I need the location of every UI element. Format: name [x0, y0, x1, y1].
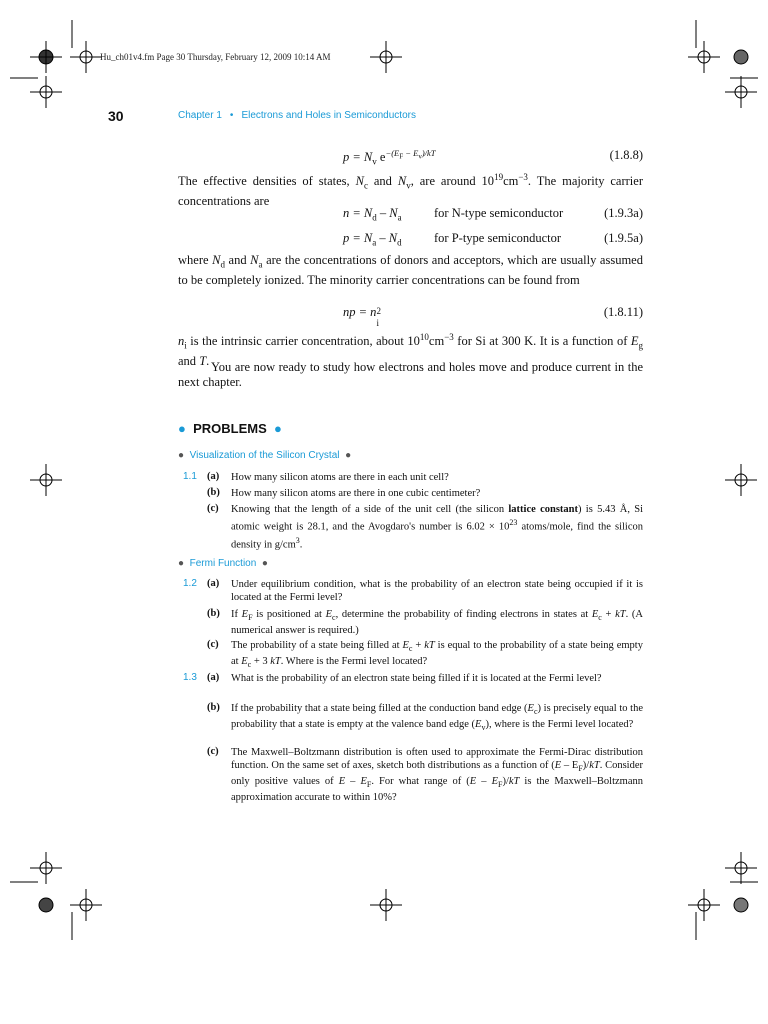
bullet: • [229, 110, 234, 121]
problems-heading: ● PROBLEMS ● [178, 421, 282, 436]
problem-1-2-a: Under equilibrium condition, what is the probability of an electron state being occupied if it is located at the Fermi level? [231, 579, 643, 603]
problem-1-1-b: How many silicon atoms are there in one cubic centimeter? [231, 488, 481, 499]
part-label: (c) [207, 639, 219, 650]
section-heading-silicon-crystal: ● Visualization of the Silicon Crystal ● [178, 450, 352, 461]
paragraph-next-chapter: You are now ready to study how electrons and holes move and produce current in the next chapter. [178, 360, 643, 389]
chapter-title: Electrons and Holes in Semiconductors [241, 110, 416, 121]
part-label: (a) [207, 578, 220, 589]
file-slug: Hu_ch01v4.fm Page 30 Thursday, February 12, 2009 10:14 AM [100, 52, 331, 62]
problem-1-1-a: How many silicon atoms are there in each unit cell? [231, 472, 449, 483]
problem-1-2-b: If $E_F$ is positioned at $E_c$, determine the probability of finding electrons in states at $E_c$ + kT. (A numerical answer is required.) [231, 609, 644, 637]
part-label: (a) [207, 471, 220, 482]
part-label: (c) [207, 503, 219, 514]
paragraph-intrinsic: $n_i$ is the intrinsic carrier concentration, about $10^{10}cm^{-3}$ for Si at 300 K. It is a function of $E_g$ and T. [178, 332, 644, 368]
equation-1-9-5a: $p = N_a - N_d$ for P-type semiconductor (1.9.5a) [343, 231, 643, 248]
problem-1-2-c: The probability of a state being filled at $E_c$ + kT is equal to the probability of a state being empty at $E_c + 3$ kT. Where is the Fermi level located? [231, 640, 643, 670]
problem-number-1-2: 1.2 [183, 578, 197, 589]
page-number: 30 [108, 108, 124, 124]
problem-number-1-3: 1.3 [183, 672, 197, 683]
section-heading-fermi-function: ● Fermi Function ● [178, 558, 268, 569]
problem-number-1-1: 1.1 [183, 471, 197, 482]
chapter-label: Chapter 1 [178, 110, 222, 121]
equation-1-9-3a: $n = N_d - N_a$ for N-type semiconductor (1.9.3a) [343, 206, 643, 223]
problem-1-3-a: What is the probability of an electron state being filled if it is located at the Fermi level? [231, 673, 602, 684]
part-label: (b) [207, 487, 220, 498]
paragraph-densities: The effective densities of states, $N_c$ and $N_v$, are around $10^{19}cm^{-3}$. The majority carrier concentrations are [178, 172, 643, 208]
equation-number: (1.8.8) [609, 148, 643, 162]
problem-1-1-c: Knowing that the length of a side of the unit cell (the silicon lattice constant) is 5.43 Å, Si atomic weight is 28.1, and the Avogdaro's number is $6.02 \times 10^{23}$ atoms/mole, find the silicon density in $g/cm^3$. [231, 504, 644, 550]
problem-1-3-c: The Maxwell–Boltzmann distribution is often used to approximate the Fermi-Dirac distribution function. On the same set of axes, sketch both distributions as a function of $(E - E_F)/kT$. Consider only positive values of E – $E_F$. For what range of $(E - E_F)/kT$ is the Maxwell–Boltzmann approximation accurate to within 10%? [231, 747, 644, 804]
part-label: (a) [207, 672, 220, 683]
paragraph-donors: where $N_d$ and $N_a$ are the concentrations of donors and acceptors, which are usually assumed to be completely ionized. The minority carrier concentrations can be found from [178, 253, 643, 287]
part-label: (b) [207, 702, 220, 713]
running-head [178, 110, 416, 121]
problem-1-3-b: If the probability that a state being filled at the conduction band edge $(E_c)$ is precisely equal to the probability that a state is empty at the valence band edge $(E_v)$, where is the Fermi level located? [231, 703, 643, 733]
part-label: (b) [207, 608, 220, 619]
equation-1-8-8: $p = N_v$ $e^{-(E_F - E_v)/kT}$ (1.8.8) [343, 148, 643, 167]
part-label: (c) [207, 746, 219, 757]
equation-1-8-11: np = n 2 i (1.8.11) [343, 305, 643, 328]
